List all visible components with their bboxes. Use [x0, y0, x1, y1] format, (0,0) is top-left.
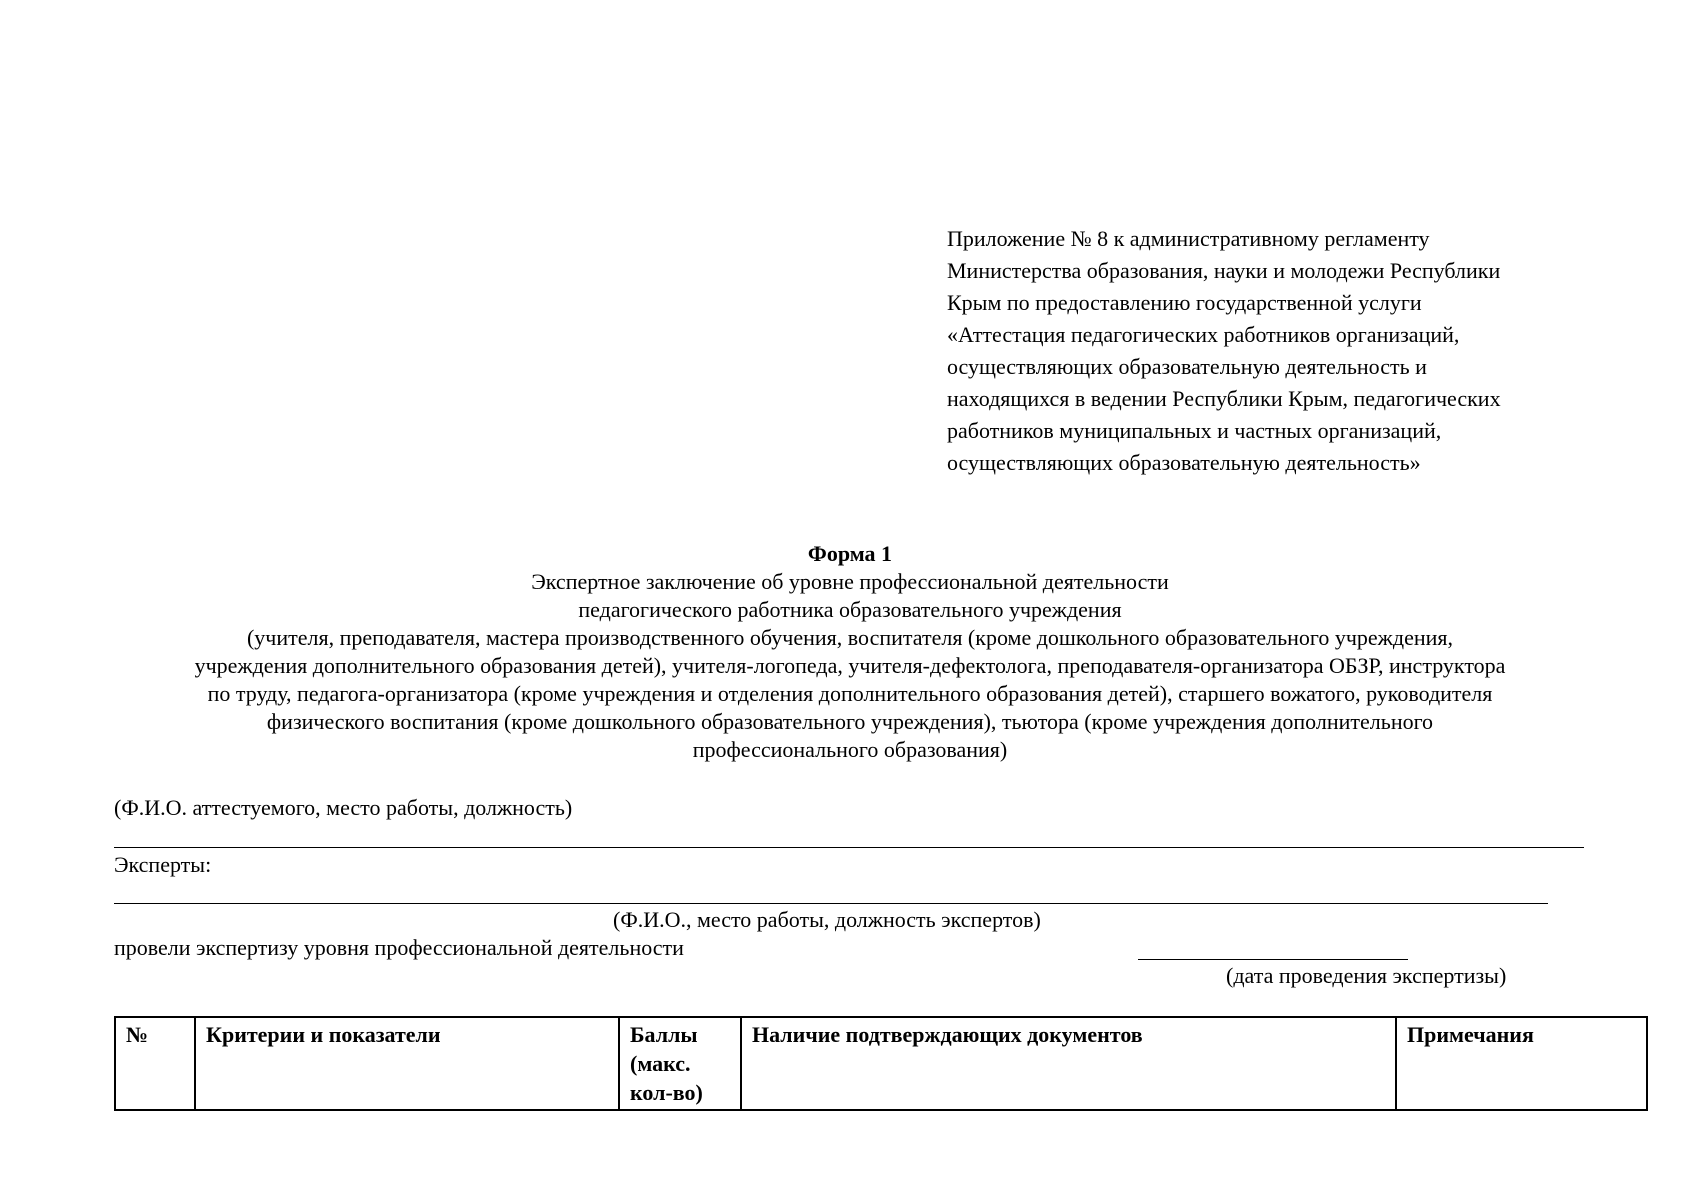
header-documents: Наличие подтверждающих документов	[741, 1017, 1396, 1110]
header-number: №	[115, 1017, 195, 1110]
form-description-line: учреждения дополнительного образования детей), учителя-логопеда, учителя-дефектолога, преподавателя-организатора ОБЗР, инструктора	[194, 653, 1506, 678]
experts-caption: (Ф.И.О., место работы, должность экспертов)	[613, 907, 1041, 932]
form-description-line: педагогического работника образовательного учреждения	[578, 597, 1122, 622]
header-criteria: Критерии и показатели	[195, 1017, 619, 1110]
appendix-line: осуществляющих образовательную деятельность»	[947, 450, 1421, 475]
table-header-row	[115, 1017, 1647, 1110]
header-notes: Примечания	[1396, 1017, 1647, 1110]
form-description-line: физического воспитания (кроме дошкольного образовательного учреждения), тьютора (кроме учреждения дополнительного	[266, 709, 1434, 734]
appendix-line: Крым по предоставлению государственной услуги	[947, 290, 1422, 315]
form-description-line: (учителя, преподавателя, мастера производственного обучения, воспитателя (кроме дошкольного образовательного учреждения,	[246, 625, 1453, 650]
criteria-table	[114, 1016, 1648, 1111]
attestee-underline	[114, 847, 1584, 848]
appendix-line: находящихся в ведении Республики Крым, педагогических	[947, 386, 1501, 411]
form-description-line: Экспертное заключение об уровне профессиональной деятельности	[531, 569, 1169, 594]
form-description-line: профессионального образования)	[692, 737, 1008, 762]
appendix-line: «Аттестация педагогических работников организаций,	[947, 322, 1460, 347]
expertise-text: провели экспертизу уровня профессиональной деятельности	[114, 935, 684, 960]
appendix-line: осуществляющих образовательную деятельность и	[947, 354, 1427, 379]
date-caption: (дата проведения экспертизы)	[1226, 963, 1507, 988]
experts-underline	[114, 903, 1548, 904]
appendix-line: Министерства образования, науки и молодежи Республики	[947, 258, 1501, 283]
attestee-label: (Ф.И.О. аттестуемого, место работы, должность)	[114, 795, 573, 820]
experts-label: Эксперты:	[114, 852, 212, 877]
form-title: Форма 1	[807, 541, 893, 566]
form-description-line: по труду, педагога-организатора (кроме учреждения и отделения дополнительного образования детей), старшего вожатого, руководителя	[207, 681, 1493, 706]
date-underline	[1138, 959, 1408, 960]
appendix-line: работников муниципальных и частных организаций,	[947, 418, 1442, 443]
appendix-line: Приложение № 8 к административному регламенту	[947, 226, 1430, 251]
form-header	[100, 540, 1600, 764]
header-points: Баллы (макс. кол-во)	[619, 1017, 741, 1110]
appendix-reference	[947, 223, 1627, 479]
